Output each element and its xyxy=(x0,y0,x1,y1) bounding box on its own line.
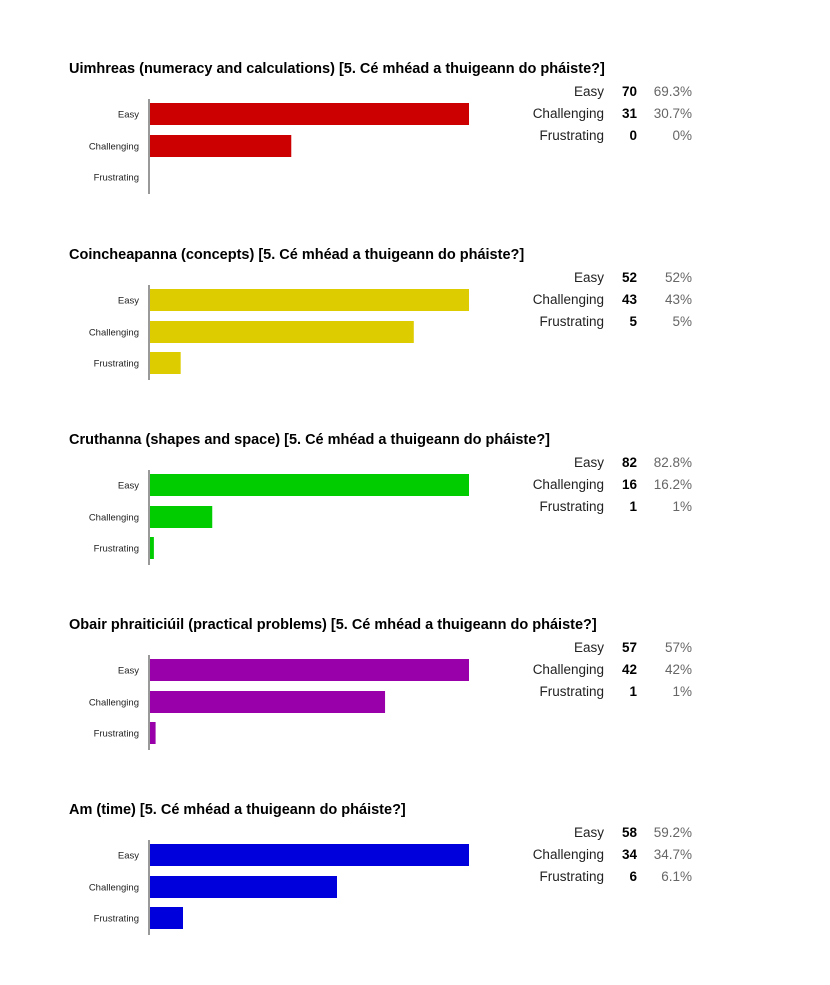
stat-count: 1 xyxy=(629,684,637,699)
bar-challenging xyxy=(150,691,385,713)
category-label: Challenging xyxy=(88,327,139,339)
category-label: Challenging xyxy=(88,512,139,524)
stats-table xyxy=(520,452,692,518)
chart-title: Obair phraiticiúil (practical problems) [5. Cé mhéad a thuigeann do pháiste?] xyxy=(69,617,597,633)
stats-table xyxy=(520,267,692,333)
bar-chart xyxy=(0,59,500,209)
stats-table xyxy=(520,637,692,703)
stats-row xyxy=(520,125,692,147)
stat-category: Challenging xyxy=(532,292,604,307)
stat-category: Easy xyxy=(573,455,604,470)
bar-chart xyxy=(0,245,500,395)
stat-percent: 82.8% xyxy=(653,455,692,470)
stat-category: Easy xyxy=(573,825,604,840)
chart-title: Uimhreas (numeracy and calculations) [5. Cé mhéad a thuigeann do pháiste?] xyxy=(69,61,605,77)
chart-title: Am (time) [5. Cé mhéad a thuigeann do pháiste?] xyxy=(69,802,406,818)
bar-easy xyxy=(150,289,469,311)
bar-easy xyxy=(150,844,469,866)
bar-frustrating xyxy=(150,352,181,374)
stats-row xyxy=(520,311,692,333)
chart-section xyxy=(0,245,830,430)
category-label: Easy xyxy=(117,665,139,677)
chart-title: Cruthanna (shapes and space) [5. Cé mhéad a thuigeann do pháiste?] xyxy=(69,432,550,448)
stat-category: Easy xyxy=(573,270,604,285)
chart-section xyxy=(0,59,830,244)
chart-section xyxy=(0,615,830,800)
stat-count: 43 xyxy=(621,292,637,307)
stat-category: Challenging xyxy=(532,662,604,677)
category-label: Easy xyxy=(117,850,139,862)
bar-easy xyxy=(150,103,469,125)
stat-category: Challenging xyxy=(532,106,604,121)
stats-row xyxy=(520,267,692,289)
stats-row xyxy=(520,496,692,518)
bar-challenging xyxy=(150,321,414,343)
stat-percent: 1% xyxy=(672,684,692,699)
category-label: Frustrating xyxy=(93,358,139,370)
category-label: Challenging xyxy=(88,697,139,709)
stats-row xyxy=(520,659,692,681)
category-label: Easy xyxy=(117,480,139,492)
bar-chart xyxy=(0,800,500,950)
stats-row xyxy=(520,681,692,703)
category-label: Easy xyxy=(117,109,139,121)
stat-percent: 42% xyxy=(664,662,692,677)
bar-frustrating xyxy=(150,907,183,929)
bar-challenging xyxy=(150,876,337,898)
stat-percent: 1% xyxy=(672,499,692,514)
category-label: Frustrating xyxy=(93,172,139,184)
stat-count: 58 xyxy=(621,825,637,840)
stats-row xyxy=(520,637,692,659)
stat-category: Easy xyxy=(573,84,604,99)
stats-row xyxy=(520,289,692,311)
bar-challenging xyxy=(150,135,291,157)
stat-category: Frustrating xyxy=(539,684,604,699)
stat-percent: 57% xyxy=(664,640,692,655)
stat-count: 0 xyxy=(629,128,637,143)
stat-category: Challenging xyxy=(532,477,604,492)
stat-category: Easy xyxy=(573,640,604,655)
stat-percent: 30.7% xyxy=(653,106,692,121)
stats-row xyxy=(520,822,692,844)
stat-percent: 52% xyxy=(664,270,692,285)
bar-easy xyxy=(150,659,469,681)
stats-row xyxy=(520,103,692,125)
stat-count: 6 xyxy=(629,869,637,884)
category-label: Frustrating xyxy=(93,913,139,925)
stat-count: 1 xyxy=(629,499,637,514)
chart-title: Coincheapanna (concepts) [5. Cé mhéad a thuigeann do pháiste?] xyxy=(69,247,525,263)
stat-count: 52 xyxy=(621,270,637,285)
stat-percent: 16.2% xyxy=(653,477,692,492)
stat-percent: 0% xyxy=(672,128,692,143)
category-label: Easy xyxy=(117,295,139,307)
stat-percent: 34.7% xyxy=(653,847,692,862)
category-label: Frustrating xyxy=(93,543,139,555)
stat-percent: 5% xyxy=(672,314,692,329)
bar-easy xyxy=(150,474,469,496)
stats-row xyxy=(520,866,692,888)
stat-category: Frustrating xyxy=(539,314,604,329)
bar-challenging xyxy=(150,506,212,528)
category-label: Challenging xyxy=(88,141,139,153)
stat-count: 31 xyxy=(621,106,637,121)
stat-count: 16 xyxy=(621,477,637,492)
stat-count: 82 xyxy=(621,455,637,470)
chart-section xyxy=(0,800,830,985)
stat-category: Frustrating xyxy=(539,128,604,143)
category-label: Frustrating xyxy=(93,728,139,740)
chart-section xyxy=(0,430,830,615)
stats-row xyxy=(520,81,692,103)
stat-count: 34 xyxy=(621,847,637,862)
stats-row xyxy=(520,452,692,474)
stat-category: Frustrating xyxy=(539,869,604,884)
category-label: Challenging xyxy=(88,882,139,894)
stats-table xyxy=(520,81,692,147)
bar-frustrating xyxy=(150,537,154,559)
bar-chart xyxy=(0,430,500,580)
stat-count: 5 xyxy=(629,314,637,329)
stat-percent: 69.3% xyxy=(653,84,692,99)
stats-table xyxy=(520,822,692,888)
stat-percent: 6.1% xyxy=(661,869,692,884)
stat-category: Challenging xyxy=(532,847,604,862)
stat-count: 57 xyxy=(621,640,637,655)
stat-category: Frustrating xyxy=(539,499,604,514)
stat-percent: 59.2% xyxy=(653,825,692,840)
stat-count: 42 xyxy=(621,662,637,677)
stats-row xyxy=(520,844,692,866)
bar-chart xyxy=(0,615,500,765)
stats-row xyxy=(520,474,692,496)
stat-count: 70 xyxy=(621,84,637,99)
bar-frustrating xyxy=(150,722,156,744)
stat-percent: 43% xyxy=(664,292,692,307)
